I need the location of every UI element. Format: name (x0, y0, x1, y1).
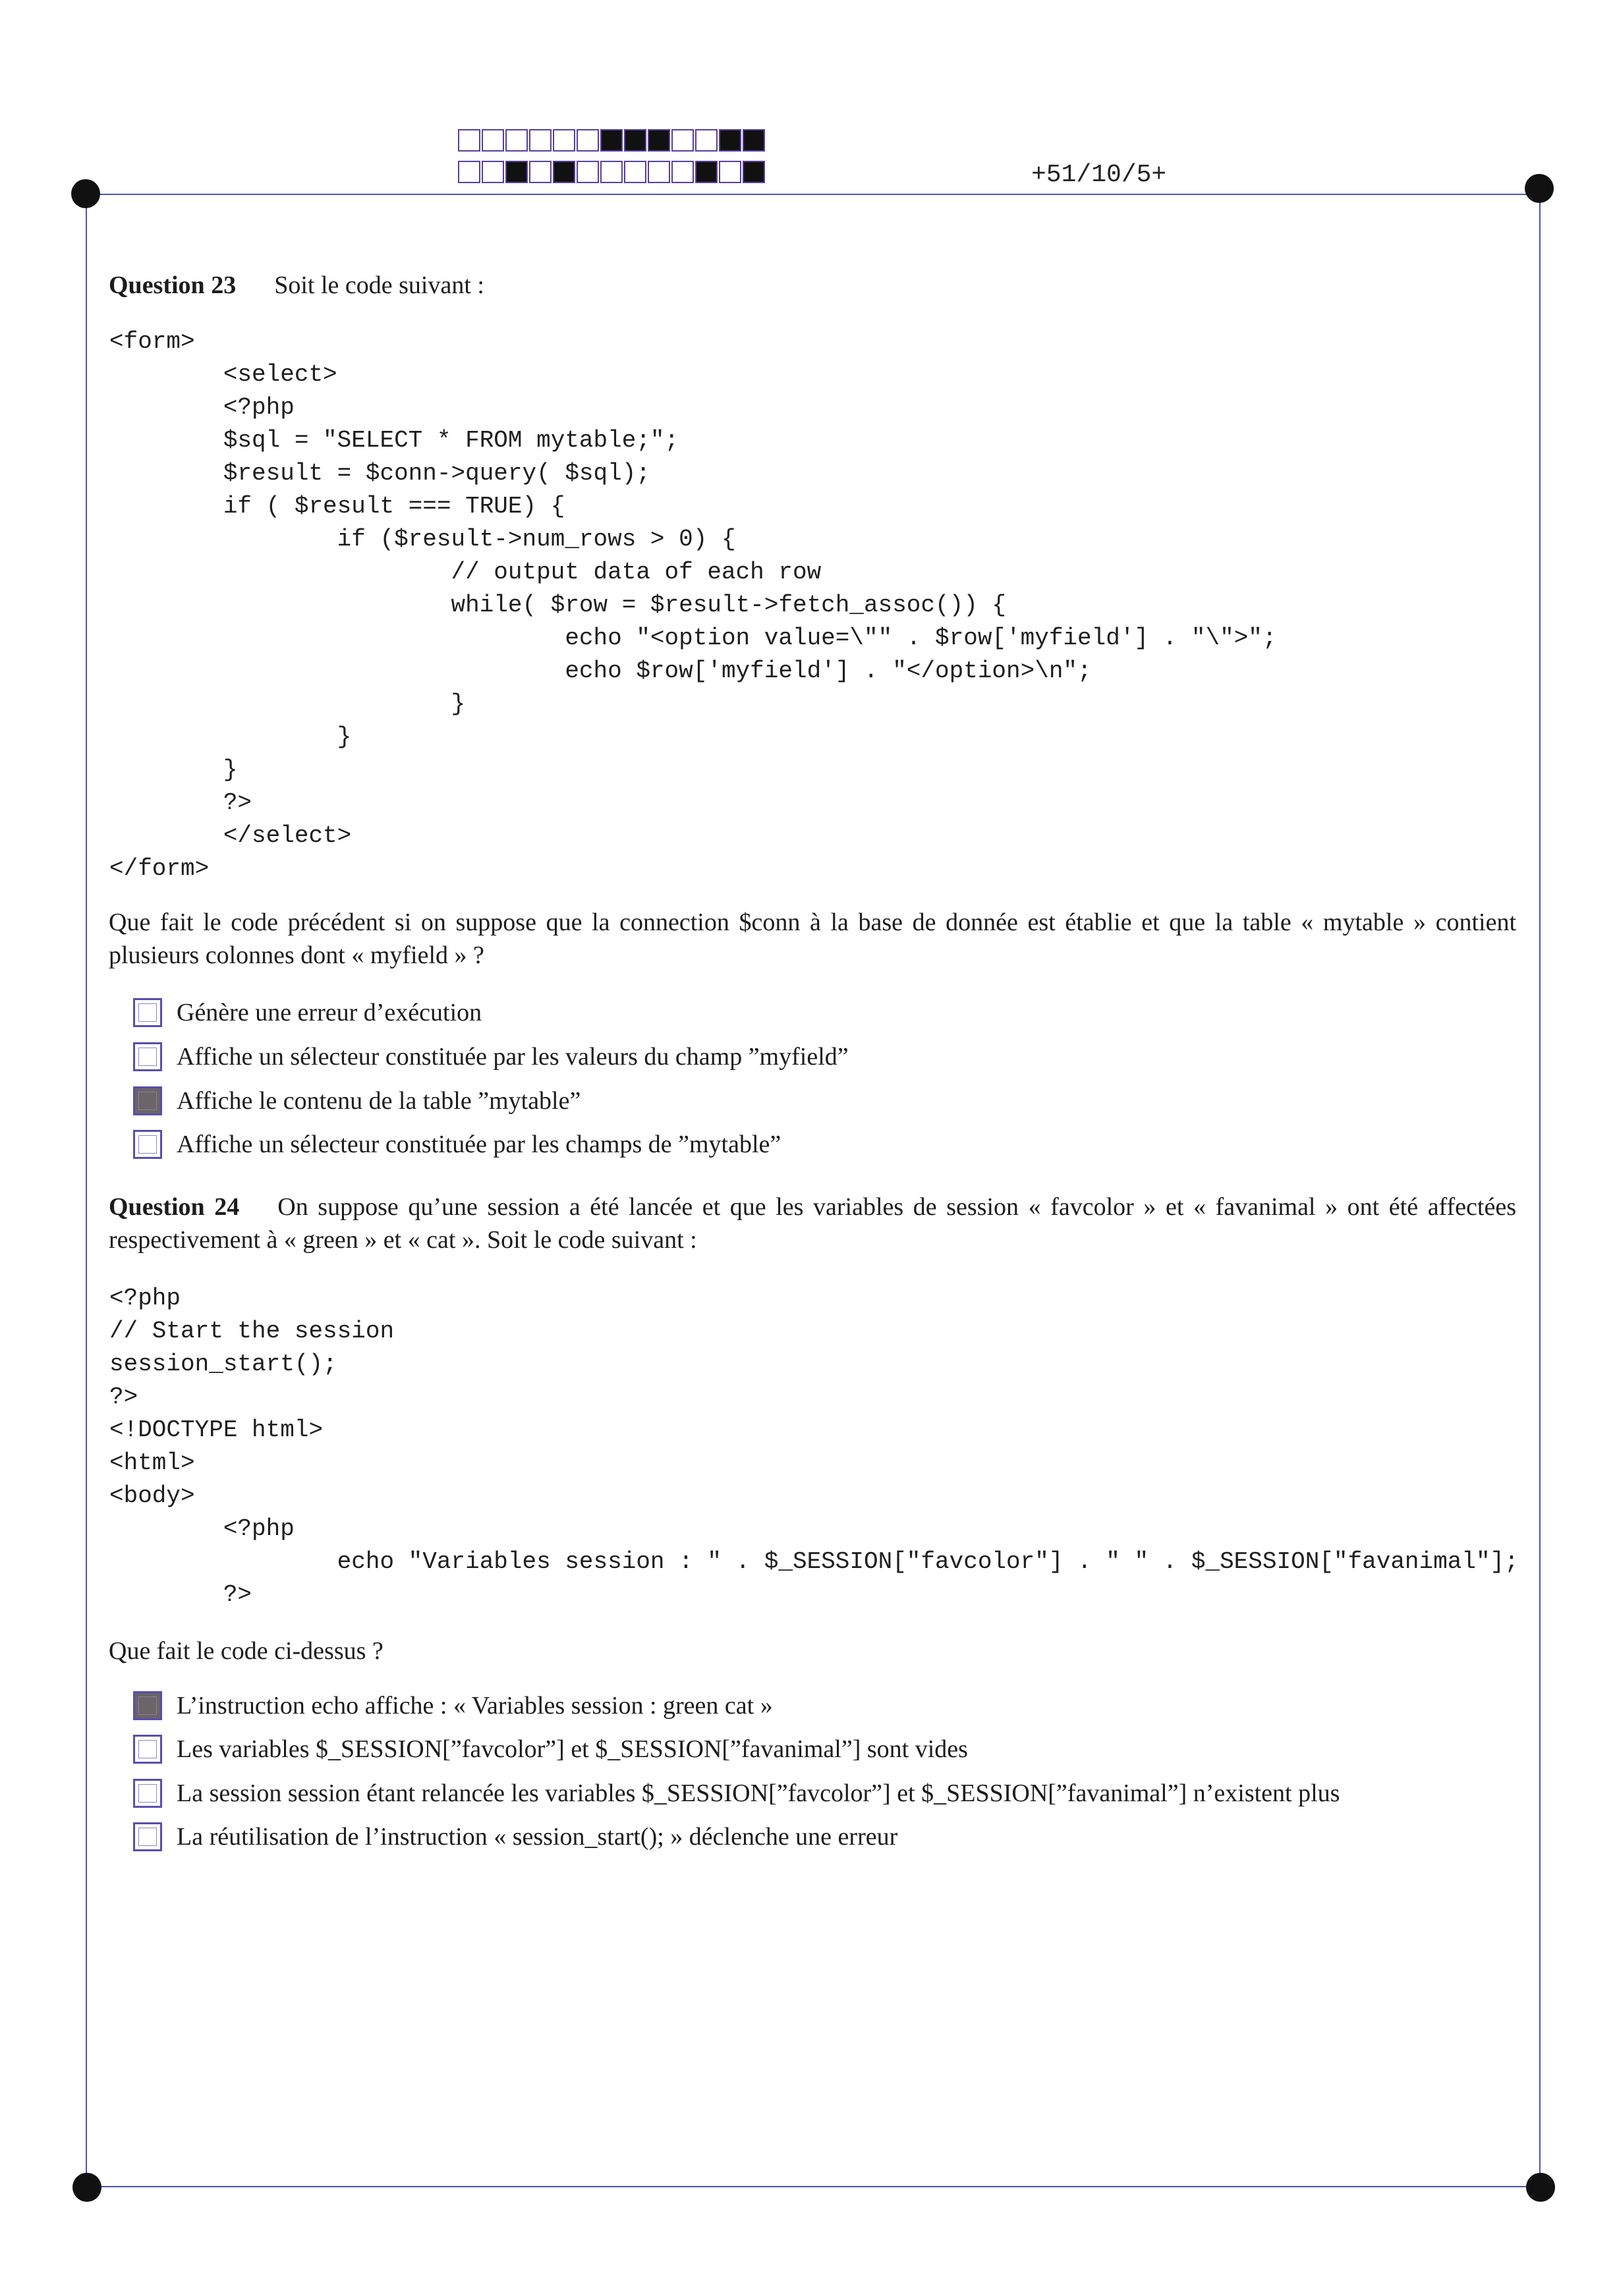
barcode-cell-empty (458, 129, 480, 152)
question-23-label: Question 23 (109, 271, 237, 299)
barcode-cell-empty (719, 161, 741, 183)
corner-mark-bottom-left (72, 2173, 101, 2202)
option-label: Affiche un sélecteur constituée par les champs de ”mytable” (177, 1131, 781, 1158)
corner-mark-top-right (1525, 174, 1554, 203)
barcode-cell-empty (529, 129, 552, 152)
question-24-question: Que fait le code ci-dessus ? (109, 1637, 383, 1665)
barcode-cell-filled (695, 161, 718, 183)
frame-bottom-line (87, 2186, 1541, 2187)
question-23-question: Que fait le code précédent si on suppose que la connection $conn à la base de donnée est établie et que la table « mytable » contient plusieurs colonnes dont « myfield » ? (109, 909, 1516, 969)
option-label: Affiche un sélecteur constituée par les valeurs du champ ”myfield” (177, 1043, 849, 1071)
corner-mark-bottom-right (1526, 2173, 1555, 2202)
barcode-row-top (458, 129, 766, 154)
barcode-cell-filled (553, 161, 575, 183)
question-24-option-4[interactable] (133, 1820, 897, 1853)
barcode-cell-empty (577, 129, 599, 152)
barcode-cell-empty (458, 161, 480, 183)
question-24-label: Question 24 (109, 1193, 240, 1221)
option-label: Les variables $_SESSION[”favcolor”] et $_SESSION[”favanimal”] sont vides (177, 1735, 968, 1763)
question-23-option-2[interactable] (133, 1040, 849, 1073)
barcode-cell-filled (505, 161, 528, 183)
checkbox-checked[interactable] (133, 1691, 162, 1720)
barcode-cell-empty (482, 129, 504, 152)
barcode-cell-empty (505, 129, 528, 152)
question-23-option-3[interactable] (133, 1084, 581, 1117)
option-label: Affiche le contenu de la table ”mytable” (177, 1087, 581, 1115)
checkbox[interactable] (133, 998, 162, 1027)
barcode-row-bottom (458, 161, 766, 186)
checkbox-checked[interactable] (133, 1086, 162, 1115)
question-23-code: <form> <select> <?php $sql = "SELECT * FROM mytable;"; $result = $conn->query( $sql); if ( $result === TRUE) { if ($result->num_rows > 0) { // output data of each row while( $row = $result->fetch_assoc()) { echo "<option value=\"" . $row['myfield'] . "\">"; echo $row['myfield'] . "</option>\n"; } } } ?> </select> </form> (109, 328, 1277, 882)
barcode-cell-empty (695, 129, 718, 152)
option-label: La session session étant relancée les variables $_SESSION[”favcolor”] et $_SESSION[”favanimal”] n’existent plus (177, 1779, 1340, 1807)
question-24-intro-paragraph (109, 1190, 1516, 1256)
barcode-cell-empty (671, 161, 694, 183)
barcode-cell-empty (553, 129, 575, 152)
question-23-heading (109, 269, 484, 302)
frame-right-line (1539, 188, 1541, 2187)
barcode-cell-empty (648, 161, 670, 183)
question-24-option-2[interactable] (133, 1733, 968, 1766)
barcode-cell-filled (743, 161, 765, 183)
barcode-cell-empty (577, 161, 599, 183)
question-23-option-4[interactable] (133, 1128, 781, 1161)
question-24-option-1[interactable] (133, 1689, 773, 1722)
question-24-intro: On suppose qu’une session a été lancée et que les variables de session « favcolor » et « favanimal » ont été affectées respectivement à « green » et « cat ». Soit le code suivant : (109, 1193, 1516, 1254)
barcode-cell-filled (719, 129, 741, 152)
barcode-cell-filled (743, 129, 765, 152)
option-label: Génère une erreur d’exécution (177, 999, 482, 1026)
corner-mark-top-left (71, 179, 100, 208)
question-23-option-1[interactable] (133, 996, 482, 1029)
checkbox[interactable] (133, 1042, 162, 1071)
checkbox[interactable] (133, 1735, 162, 1764)
checkbox[interactable] (133, 1130, 162, 1159)
barcode-cell-filled (648, 129, 670, 152)
question-23-intro: Soit le code suivant : (274, 271, 484, 299)
barcode-cell-filled (624, 129, 646, 152)
option-label: L’instruction echo affiche : « Variables session : green cat » (177, 1692, 773, 1720)
question-24-option-3[interactable] (133, 1777, 1340, 1810)
barcode-cell-empty (624, 161, 646, 183)
checkbox[interactable] (133, 1822, 162, 1851)
barcode-cell-filled (600, 129, 623, 152)
barcode-cell-empty (600, 161, 623, 183)
barcode-cell-empty (482, 161, 504, 183)
barcode-cell-empty (671, 129, 694, 152)
page-id: +51/10/5+ (1031, 161, 1167, 189)
option-label: La réutilisation de l’instruction « session_start(); » déclenche une erreur (177, 1823, 898, 1851)
frame-top-line (86, 194, 1539, 195)
frame-left-line (86, 194, 87, 2187)
barcode-cell-empty (529, 161, 552, 183)
question-24-code: <?php // Start the session session_start(); ?> <!DOCTYPE html> <html> <body> <?php echo "Variables session : " . $_SESSION["favcolor"] . " " . $_SESSION["favanimal"]; ?> (109, 1285, 1519, 1608)
checkbox[interactable] (133, 1779, 162, 1808)
